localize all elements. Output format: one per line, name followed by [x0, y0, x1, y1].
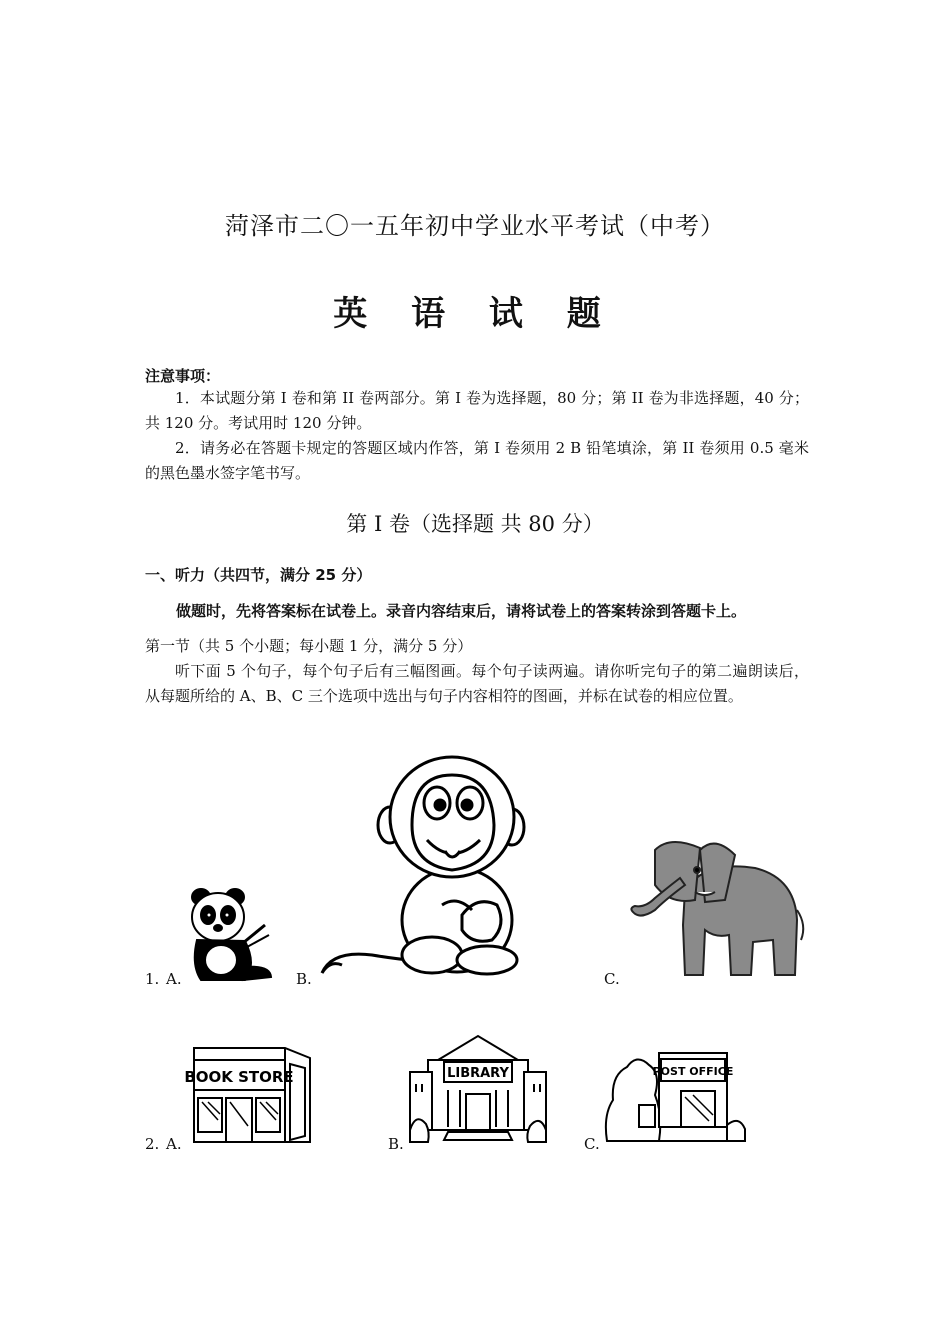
bookstore-sign: BOOK STORE [184, 1068, 294, 1086]
question-2-option-a: A. [166, 1135, 182, 1153]
notice-item-1: 1．本试题分第 I 卷和第 II 卷两部分。第 I 卷为选择题，80 分；第 II 卷为非选择题，40 分；共 120 分。考试用时 120 分钟。 [145, 389, 809, 432]
question-1-option-c: C. [604, 970, 620, 988]
notice-item-2: 2．请务必在答题卡规定的答题区域内作答，第 I 卷须用 2 B 铅笔填涂，第 II 卷须用 0.5 毫米的黑色墨水签字笔书写。 [145, 439, 809, 482]
post-office-image [603, 1045, 751, 1145]
subsection-description: 听下面 5 个句子，每个句子后有三幅图画。每个句子读两遍。请你听完句子的第二遍朗读后，从每题所给的 A、B、C 三个选项中选出与句子内容相符的图画，并标在试卷的相应位置。 [145, 662, 809, 705]
post-office-sign: POST OFFICE [652, 1065, 734, 1078]
notice-heading: 注意事项： [145, 367, 221, 385]
bookstore-image [184, 1040, 315, 1145]
exam-title: 菏泽市二〇一五年初中学业水平考试（中考） [225, 212, 725, 240]
library-image [408, 1032, 548, 1147]
question-1-option-b: B. [296, 970, 312, 988]
question-2-option-c: C. [584, 1135, 600, 1153]
question-2-option-b: B. [388, 1135, 404, 1153]
elephant-image [625, 830, 805, 980]
subsection-heading: 第一节（共 5 个小题；每小题 1 分，满分 5 分） [145, 637, 473, 655]
monkey-image [312, 755, 532, 980]
instruction: 做题时，先将答案标在试卷上。录音内容结束后，请将试卷上的答案转涂到答题卡上。 [176, 602, 747, 620]
section-heading: 一、听力（共四节，满分 25 分） [145, 566, 372, 584]
question-2-number: 2. [145, 1135, 160, 1153]
part-title: 第 I 卷（选择题 共 80 分） [346, 512, 604, 536]
library-sign: LIBRARY [447, 1066, 509, 1081]
question-1-number: 1. [145, 970, 160, 988]
question-1-option-a: A. [166, 970, 182, 988]
panda-image [185, 885, 275, 985]
subject-title: 英 语 试 题 [333, 294, 617, 334]
